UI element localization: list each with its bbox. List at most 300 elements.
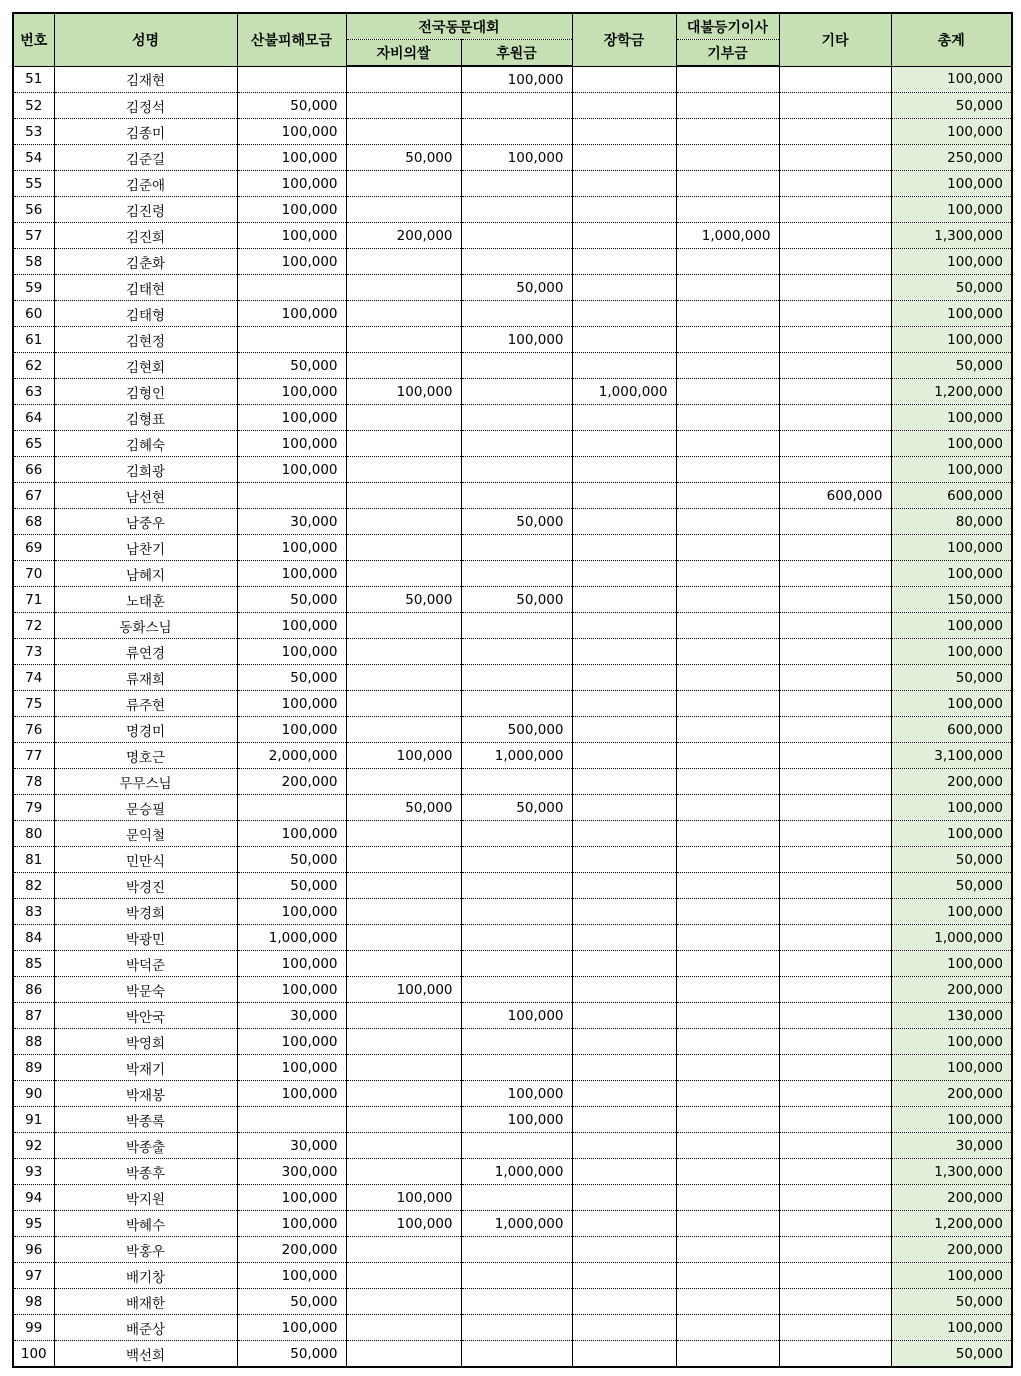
cell-relief: 100,000 xyxy=(237,457,346,483)
cell-self-rice xyxy=(346,483,461,509)
cell-name: 김형인 xyxy=(54,379,237,405)
cell-scholarship xyxy=(572,1185,676,1211)
cell-etc xyxy=(779,977,891,1003)
cell-etc xyxy=(779,353,891,379)
cell-name: 김재현 xyxy=(54,66,237,93)
cell-relief: 100,000 xyxy=(237,405,346,431)
cell-etc xyxy=(779,1211,891,1237)
cell-total: 50,000 xyxy=(891,353,1012,379)
cell-relief: 30,000 xyxy=(237,1003,346,1029)
cell-temple-donation xyxy=(676,353,779,379)
table-row xyxy=(13,249,1012,275)
cell-scholarship xyxy=(572,925,676,951)
cell-relief: 50,000 xyxy=(237,873,346,899)
cell-self-rice xyxy=(346,275,461,301)
cell-relief: 50,000 xyxy=(237,1341,346,1368)
cell-scholarship xyxy=(572,1029,676,1055)
cell-sponsor: 1,000,000 xyxy=(461,1159,572,1185)
cell-no: 51 xyxy=(13,66,54,93)
cell-etc xyxy=(779,327,891,353)
cell-no: 89 xyxy=(13,1055,54,1081)
cell-total: 100,000 xyxy=(891,1263,1012,1289)
cell-sponsor: 50,000 xyxy=(461,275,572,301)
table-row xyxy=(13,1263,1012,1289)
cell-sponsor: 500,000 xyxy=(461,717,572,743)
cell-name: 노태훈 xyxy=(54,587,237,613)
cell-no: 65 xyxy=(13,431,54,457)
cell-no: 58 xyxy=(13,249,54,275)
cell-name: 김혜숙 xyxy=(54,431,237,457)
table-row xyxy=(13,457,1012,483)
cell-relief: 2,000,000 xyxy=(237,743,346,769)
cell-total: 250,000 xyxy=(891,145,1012,171)
cell-relief: 100,000 xyxy=(237,145,346,171)
cell-total: 100,000 xyxy=(891,1107,1012,1133)
cell-scholarship xyxy=(572,743,676,769)
cell-sponsor xyxy=(461,353,572,379)
cell-total: 600,000 xyxy=(891,717,1012,743)
cell-etc xyxy=(779,1289,891,1315)
cell-sponsor xyxy=(461,1263,572,1289)
cell-temple-donation xyxy=(676,1211,779,1237)
cell-scholarship xyxy=(572,1107,676,1133)
cell-etc xyxy=(779,119,891,145)
cell-self-rice xyxy=(346,353,461,379)
cell-etc xyxy=(779,509,891,535)
cell-name: 박덕준 xyxy=(54,951,237,977)
cell-self-rice xyxy=(346,509,461,535)
cell-total: 80,000 xyxy=(891,509,1012,535)
cell-sponsor: 1,000,000 xyxy=(461,743,572,769)
cell-self-rice: 100,000 xyxy=(346,743,461,769)
table-row xyxy=(13,1107,1012,1133)
cell-sponsor xyxy=(461,847,572,873)
cell-total: 100,000 xyxy=(891,457,1012,483)
cell-no: 68 xyxy=(13,509,54,535)
cell-relief: 50,000 xyxy=(237,353,346,379)
cell-etc xyxy=(779,457,891,483)
cell-temple-donation xyxy=(676,249,779,275)
cell-temple-donation xyxy=(676,1237,779,1263)
cell-self-rice: 50,000 xyxy=(346,587,461,613)
cell-scholarship xyxy=(572,1133,676,1159)
cell-total: 100,000 xyxy=(891,821,1012,847)
cell-etc xyxy=(779,301,891,327)
cell-name: 김현회 xyxy=(54,353,237,379)
cell-etc xyxy=(779,821,891,847)
cell-sponsor xyxy=(461,665,572,691)
cell-name: 박광민 xyxy=(54,925,237,951)
cell-relief: 100,000 xyxy=(237,613,346,639)
cell-no: 99 xyxy=(13,1315,54,1341)
cell-relief: 200,000 xyxy=(237,769,346,795)
cell-name: 김정석 xyxy=(54,93,237,119)
cell-no: 85 xyxy=(13,951,54,977)
cell-relief xyxy=(237,327,346,353)
cell-self-rice xyxy=(346,1289,461,1315)
table-row xyxy=(13,665,1012,691)
cell-self-rice xyxy=(346,457,461,483)
cell-sponsor xyxy=(461,1289,572,1315)
cell-scholarship xyxy=(572,275,676,301)
header-temple-bottom: 기부금 xyxy=(676,40,779,67)
cell-temple-donation xyxy=(676,665,779,691)
cell-temple-donation xyxy=(676,1081,779,1107)
cell-temple-donation xyxy=(676,561,779,587)
cell-name: 박종록 xyxy=(54,1107,237,1133)
cell-temple-donation xyxy=(676,1289,779,1315)
cell-relief: 50,000 xyxy=(237,587,346,613)
cell-sponsor: 50,000 xyxy=(461,795,572,821)
table-header xyxy=(13,13,1012,66)
cell-relief xyxy=(237,1107,346,1133)
cell-relief: 30,000 xyxy=(237,1133,346,1159)
cell-sponsor xyxy=(461,899,572,925)
cell-relief: 100,000 xyxy=(237,1185,346,1211)
cell-etc xyxy=(779,171,891,197)
table-row xyxy=(13,353,1012,379)
header-name: 성명 xyxy=(54,13,237,66)
cell-no: 54 xyxy=(13,145,54,171)
cell-scholarship xyxy=(572,66,676,93)
cell-temple-donation xyxy=(676,66,779,93)
cell-scholarship xyxy=(572,301,676,327)
cell-name: 김현정 xyxy=(54,327,237,353)
table-row xyxy=(13,1081,1012,1107)
cell-sponsor xyxy=(461,639,572,665)
cell-sponsor: 50,000 xyxy=(461,509,572,535)
cell-name: 박재봉 xyxy=(54,1081,237,1107)
cell-relief: 300,000 xyxy=(237,1159,346,1185)
cell-total: 50,000 xyxy=(891,1289,1012,1315)
table-row xyxy=(13,275,1012,301)
cell-temple-donation xyxy=(676,821,779,847)
cell-relief: 100,000 xyxy=(237,1263,346,1289)
cell-name: 박안국 xyxy=(54,1003,237,1029)
cell-scholarship xyxy=(572,1237,676,1263)
cell-temple-donation xyxy=(676,717,779,743)
cell-scholarship xyxy=(572,613,676,639)
cell-etc: 600,000 xyxy=(779,483,891,509)
cell-no: 52 xyxy=(13,93,54,119)
cell-relief: 100,000 xyxy=(237,249,346,275)
cell-name: 김종미 xyxy=(54,119,237,145)
header-sponsor: 후원금 xyxy=(461,40,572,67)
cell-sponsor xyxy=(461,1185,572,1211)
cell-sponsor xyxy=(461,1133,572,1159)
cell-scholarship xyxy=(572,171,676,197)
table-row xyxy=(13,925,1012,951)
table-row xyxy=(13,119,1012,145)
cell-name: 박혜수 xyxy=(54,1211,237,1237)
cell-no: 83 xyxy=(13,899,54,925)
cell-self-rice xyxy=(346,873,461,899)
cell-no: 84 xyxy=(13,925,54,951)
cell-total: 30,000 xyxy=(891,1133,1012,1159)
cell-no: 88 xyxy=(13,1029,54,1055)
table-row xyxy=(13,1055,1012,1081)
cell-self-rice xyxy=(346,1237,461,1263)
cell-etc xyxy=(779,743,891,769)
cell-no: 66 xyxy=(13,457,54,483)
header-no: 번호 xyxy=(13,13,54,66)
cell-etc xyxy=(779,717,891,743)
cell-total: 3,100,000 xyxy=(891,743,1012,769)
cell-total: 600,000 xyxy=(891,483,1012,509)
cell-etc xyxy=(779,873,891,899)
cell-etc xyxy=(779,613,891,639)
cell-self-rice: 200,000 xyxy=(346,223,461,249)
cell-etc xyxy=(779,405,891,431)
cell-temple-donation xyxy=(676,587,779,613)
cell-scholarship xyxy=(572,1315,676,1341)
cell-temple-donation xyxy=(676,1029,779,1055)
cell-etc xyxy=(779,951,891,977)
cell-no: 69 xyxy=(13,535,54,561)
cell-scholarship xyxy=(572,483,676,509)
cell-total: 100,000 xyxy=(891,691,1012,717)
table-row xyxy=(13,93,1012,119)
cell-sponsor xyxy=(461,483,572,509)
cell-self-rice: 50,000 xyxy=(346,145,461,171)
cell-temple-donation xyxy=(676,977,779,1003)
cell-self-rice xyxy=(346,1263,461,1289)
cell-etc xyxy=(779,1107,891,1133)
cell-etc xyxy=(779,145,891,171)
cell-sponsor: 100,000 xyxy=(461,1107,572,1133)
table-row xyxy=(13,821,1012,847)
cell-temple-donation xyxy=(676,639,779,665)
cell-total: 100,000 xyxy=(891,1315,1012,1341)
cell-relief: 100,000 xyxy=(237,951,346,977)
cell-scholarship xyxy=(572,821,676,847)
cell-self-rice: 50,000 xyxy=(346,795,461,821)
cell-scholarship xyxy=(572,1211,676,1237)
cell-self-rice xyxy=(346,821,461,847)
cell-no: 53 xyxy=(13,119,54,145)
cell-total: 100,000 xyxy=(891,431,1012,457)
cell-relief: 100,000 xyxy=(237,223,346,249)
table-row xyxy=(13,613,1012,639)
cell-self-rice xyxy=(346,847,461,873)
cell-relief xyxy=(237,66,346,93)
cell-name: 김진희 xyxy=(54,223,237,249)
table-row xyxy=(13,301,1012,327)
cell-relief: 100,000 xyxy=(237,1055,346,1081)
table-row xyxy=(13,1133,1012,1159)
cell-relief: 50,000 xyxy=(237,665,346,691)
cell-self-rice xyxy=(346,301,461,327)
cell-no: 97 xyxy=(13,1263,54,1289)
cell-temple-donation xyxy=(676,119,779,145)
cell-relief: 100,000 xyxy=(237,639,346,665)
cell-total: 50,000 xyxy=(891,847,1012,873)
table-row xyxy=(13,223,1012,249)
cell-total: 200,000 xyxy=(891,769,1012,795)
cell-temple-donation: 1,000,000 xyxy=(676,223,779,249)
cell-temple-donation xyxy=(676,1315,779,1341)
cell-name: 남혜지 xyxy=(54,561,237,587)
table-row xyxy=(13,899,1012,925)
cell-sponsor xyxy=(461,223,572,249)
cell-total: 50,000 xyxy=(891,665,1012,691)
cell-temple-donation xyxy=(676,379,779,405)
cell-sponsor xyxy=(461,1237,572,1263)
cell-self-rice xyxy=(346,171,461,197)
cell-name: 류주현 xyxy=(54,691,237,717)
cell-scholarship xyxy=(572,535,676,561)
cell-etc xyxy=(779,1237,891,1263)
cell-etc xyxy=(779,1263,891,1289)
cell-self-rice: 100,000 xyxy=(346,977,461,1003)
cell-total: 100,000 xyxy=(891,951,1012,977)
cell-sponsor xyxy=(461,561,572,587)
cell-total: 100,000 xyxy=(891,119,1012,145)
cell-scholarship xyxy=(572,977,676,1003)
cell-total: 200,000 xyxy=(891,1081,1012,1107)
cell-no: 55 xyxy=(13,171,54,197)
cell-self-rice xyxy=(346,691,461,717)
cell-scholarship xyxy=(572,1263,676,1289)
cell-name: 박지원 xyxy=(54,1185,237,1211)
table-row xyxy=(13,535,1012,561)
cell-self-rice xyxy=(346,1055,461,1081)
cell-name: 박경희 xyxy=(54,899,237,925)
cell-relief xyxy=(237,483,346,509)
table-row xyxy=(13,561,1012,587)
header-etc: 기타 xyxy=(779,13,891,66)
cell-sponsor xyxy=(461,431,572,457)
cell-total: 100,000 xyxy=(891,1029,1012,1055)
cell-temple-donation xyxy=(676,1185,779,1211)
table-row xyxy=(13,717,1012,743)
cell-total: 1,200,000 xyxy=(891,379,1012,405)
cell-total: 1,200,000 xyxy=(891,1211,1012,1237)
cell-relief: 100,000 xyxy=(237,535,346,561)
header-relief: 산불피해모금 xyxy=(237,13,346,66)
cell-self-rice xyxy=(346,197,461,223)
cell-temple-donation xyxy=(676,275,779,301)
table-row xyxy=(13,66,1012,93)
cell-name: 김준애 xyxy=(54,171,237,197)
cell-total: 100,000 xyxy=(891,171,1012,197)
cell-self-rice xyxy=(346,561,461,587)
cell-total: 200,000 xyxy=(891,1185,1012,1211)
cell-self-rice xyxy=(346,1003,461,1029)
cell-self-rice xyxy=(346,405,461,431)
cell-etc xyxy=(779,1133,891,1159)
cell-relief: 100,000 xyxy=(237,899,346,925)
cell-relief: 100,000 xyxy=(237,561,346,587)
cell-no: 95 xyxy=(13,1211,54,1237)
table-row xyxy=(13,1341,1012,1368)
cell-no: 62 xyxy=(13,353,54,379)
cell-temple-donation xyxy=(676,743,779,769)
cell-relief: 100,000 xyxy=(237,1211,346,1237)
table-row xyxy=(13,1185,1012,1211)
cell-relief xyxy=(237,795,346,821)
cell-no: 80 xyxy=(13,821,54,847)
cell-self-rice xyxy=(346,769,461,795)
cell-no: 70 xyxy=(13,561,54,587)
cell-sponsor xyxy=(461,119,572,145)
cell-scholarship xyxy=(572,717,676,743)
cell-temple-donation xyxy=(676,93,779,119)
header-convention: 전국동문대회 xyxy=(346,13,572,40)
cell-scholarship xyxy=(572,665,676,691)
cell-sponsor xyxy=(461,457,572,483)
cell-etc xyxy=(779,197,891,223)
cell-etc xyxy=(779,691,891,717)
cell-temple-donation xyxy=(676,925,779,951)
cell-total: 130,000 xyxy=(891,1003,1012,1029)
cell-no: 72 xyxy=(13,613,54,639)
table-row xyxy=(13,743,1012,769)
cell-temple-donation xyxy=(676,1107,779,1133)
cell-name: 명경미 xyxy=(54,717,237,743)
cell-sponsor xyxy=(461,1341,572,1368)
cell-total: 100,000 xyxy=(891,197,1012,223)
cell-total: 50,000 xyxy=(891,275,1012,301)
cell-total: 100,000 xyxy=(891,249,1012,275)
cell-relief: 30,000 xyxy=(237,509,346,535)
cell-sponsor xyxy=(461,977,572,1003)
table-row xyxy=(13,1003,1012,1029)
cell-etc xyxy=(779,66,891,93)
cell-no: 98 xyxy=(13,1289,54,1315)
cell-no: 56 xyxy=(13,197,54,223)
cell-scholarship xyxy=(572,769,676,795)
cell-etc xyxy=(779,93,891,119)
cell-etc xyxy=(779,1159,891,1185)
cell-relief: 1,000,000 xyxy=(237,925,346,951)
cell-scholarship xyxy=(572,223,676,249)
cell-name: 류재희 xyxy=(54,665,237,691)
cell-self-rice xyxy=(346,1315,461,1341)
cell-etc xyxy=(779,561,891,587)
cell-no: 67 xyxy=(13,483,54,509)
cell-no: 93 xyxy=(13,1159,54,1185)
table-row xyxy=(13,977,1012,1003)
cell-temple-donation xyxy=(676,691,779,717)
header-self-rice: 자비의쌀 xyxy=(346,40,461,67)
cell-temple-donation xyxy=(676,405,779,431)
header-scholarship: 장학금 xyxy=(572,13,676,66)
table-row xyxy=(13,1211,1012,1237)
cell-sponsor xyxy=(461,301,572,327)
cell-total: 100,000 xyxy=(891,535,1012,561)
cell-relief: 100,000 xyxy=(237,119,346,145)
cell-scholarship xyxy=(572,1159,676,1185)
cell-etc xyxy=(779,1315,891,1341)
cell-self-rice xyxy=(346,93,461,119)
cell-scholarship xyxy=(572,1003,676,1029)
cell-no: 86 xyxy=(13,977,54,1003)
cell-temple-donation xyxy=(676,1263,779,1289)
cell-relief: 50,000 xyxy=(237,1289,346,1315)
cell-self-rice: 100,000 xyxy=(346,1185,461,1211)
cell-temple-donation xyxy=(676,197,779,223)
cell-name: 박재기 xyxy=(54,1055,237,1081)
cell-name: 김태현 xyxy=(54,275,237,301)
cell-scholarship xyxy=(572,1055,676,1081)
cell-scholarship xyxy=(572,1341,676,1368)
cell-name: 박영희 xyxy=(54,1029,237,1055)
cell-etc xyxy=(779,925,891,951)
cell-sponsor xyxy=(461,951,572,977)
cell-name: 박종후 xyxy=(54,1159,237,1185)
cell-temple-donation xyxy=(676,1159,779,1185)
